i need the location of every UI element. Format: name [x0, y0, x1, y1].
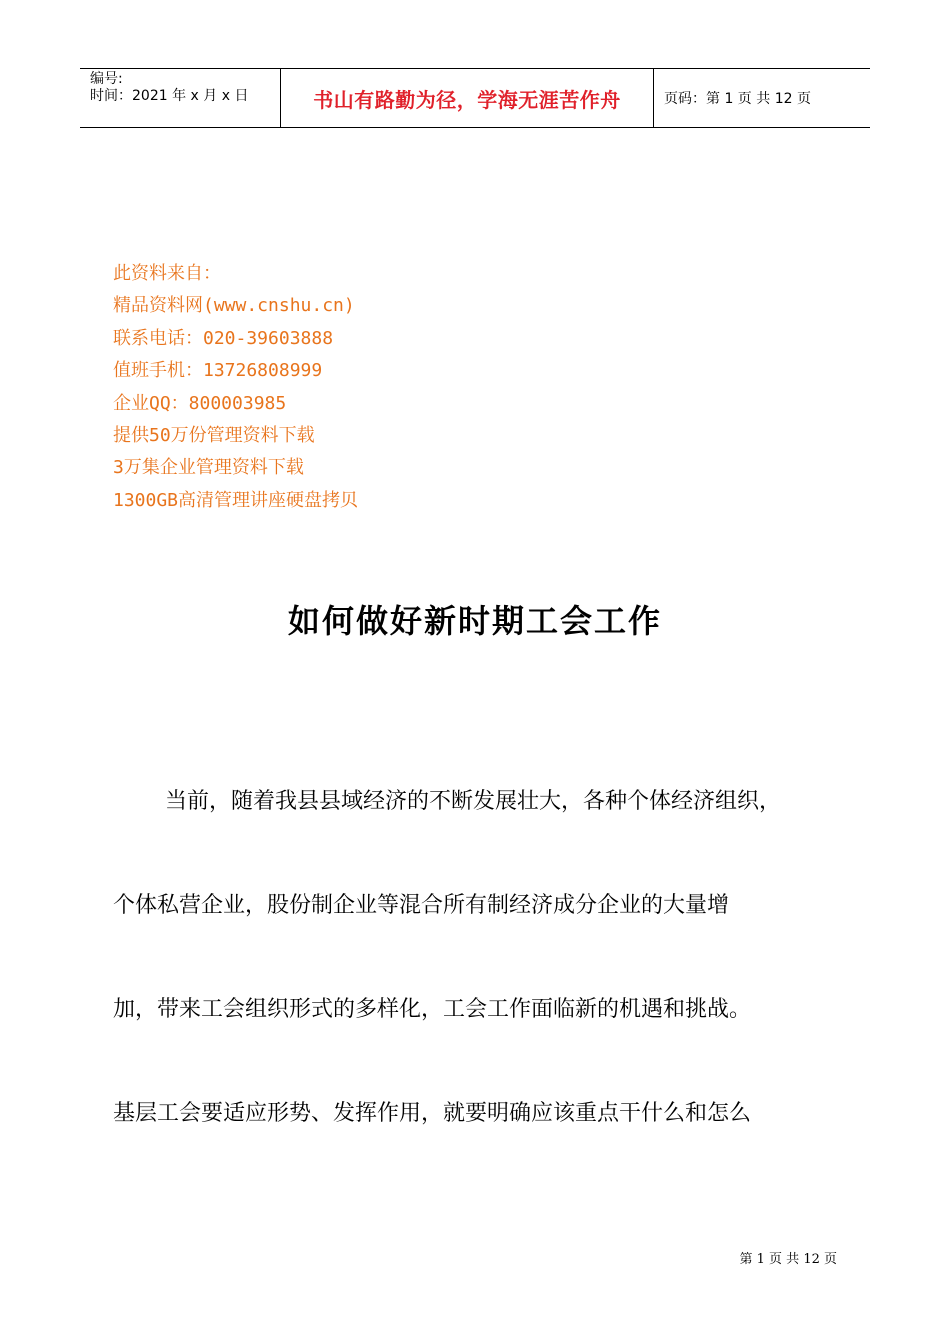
source-line: 联系电话：020-39603888 [113, 327, 334, 349]
motto-text: 书山有路勤为径，学海无涯苦作舟 [313, 87, 621, 112]
source-line: 精品资料网(www.cnshu.cn) [113, 295, 355, 317]
page-header [80, 68, 870, 128]
source-line: 此资料来自： [113, 263, 221, 284]
document-title: 如何做好新时期工会工作 [287, 602, 662, 640]
header-meta-cell [80, 69, 281, 127]
source-line: 值班手机：13726808999 [113, 360, 323, 382]
body-line: 个体私营企业，股份制企业等混合所有制经济成分企业的大量增 [113, 893, 730, 918]
document-body [113, 780, 853, 1196]
serial-label: 编号: [90, 71, 123, 87]
header-page-info: 页码：第 1 页 共 12 页 [664, 91, 811, 107]
body-line: 加，带来工会组织形式的多样化，工会工作面临新的机遇和挑战。 [113, 997, 752, 1022]
body-line: 当前，随着我县县域经济的不断发展壮大，各种个体经济组织， [165, 789, 782, 814]
source-line: 3万集企业管理资料下载 [113, 457, 304, 479]
header-page-cell [654, 69, 870, 127]
date-line: 时间：2021 年 x 月 x 日 [90, 88, 249, 104]
page-footer: 第 1 页 共 12 页 [739, 1252, 837, 1267]
header-motto-cell [281, 69, 654, 127]
body-line: 基层工会要适应形势、发挥作用，就要明确应该重点干什么和怎么 [113, 1101, 752, 1126]
source-line: 1300GB高清管理讲座硬盘拷贝 [113, 489, 359, 511]
source-info-block [113, 258, 358, 517]
source-line: 企业QQ：800003985 [113, 392, 287, 414]
source-line: 提供50万份管理资料下载 [113, 424, 315, 446]
